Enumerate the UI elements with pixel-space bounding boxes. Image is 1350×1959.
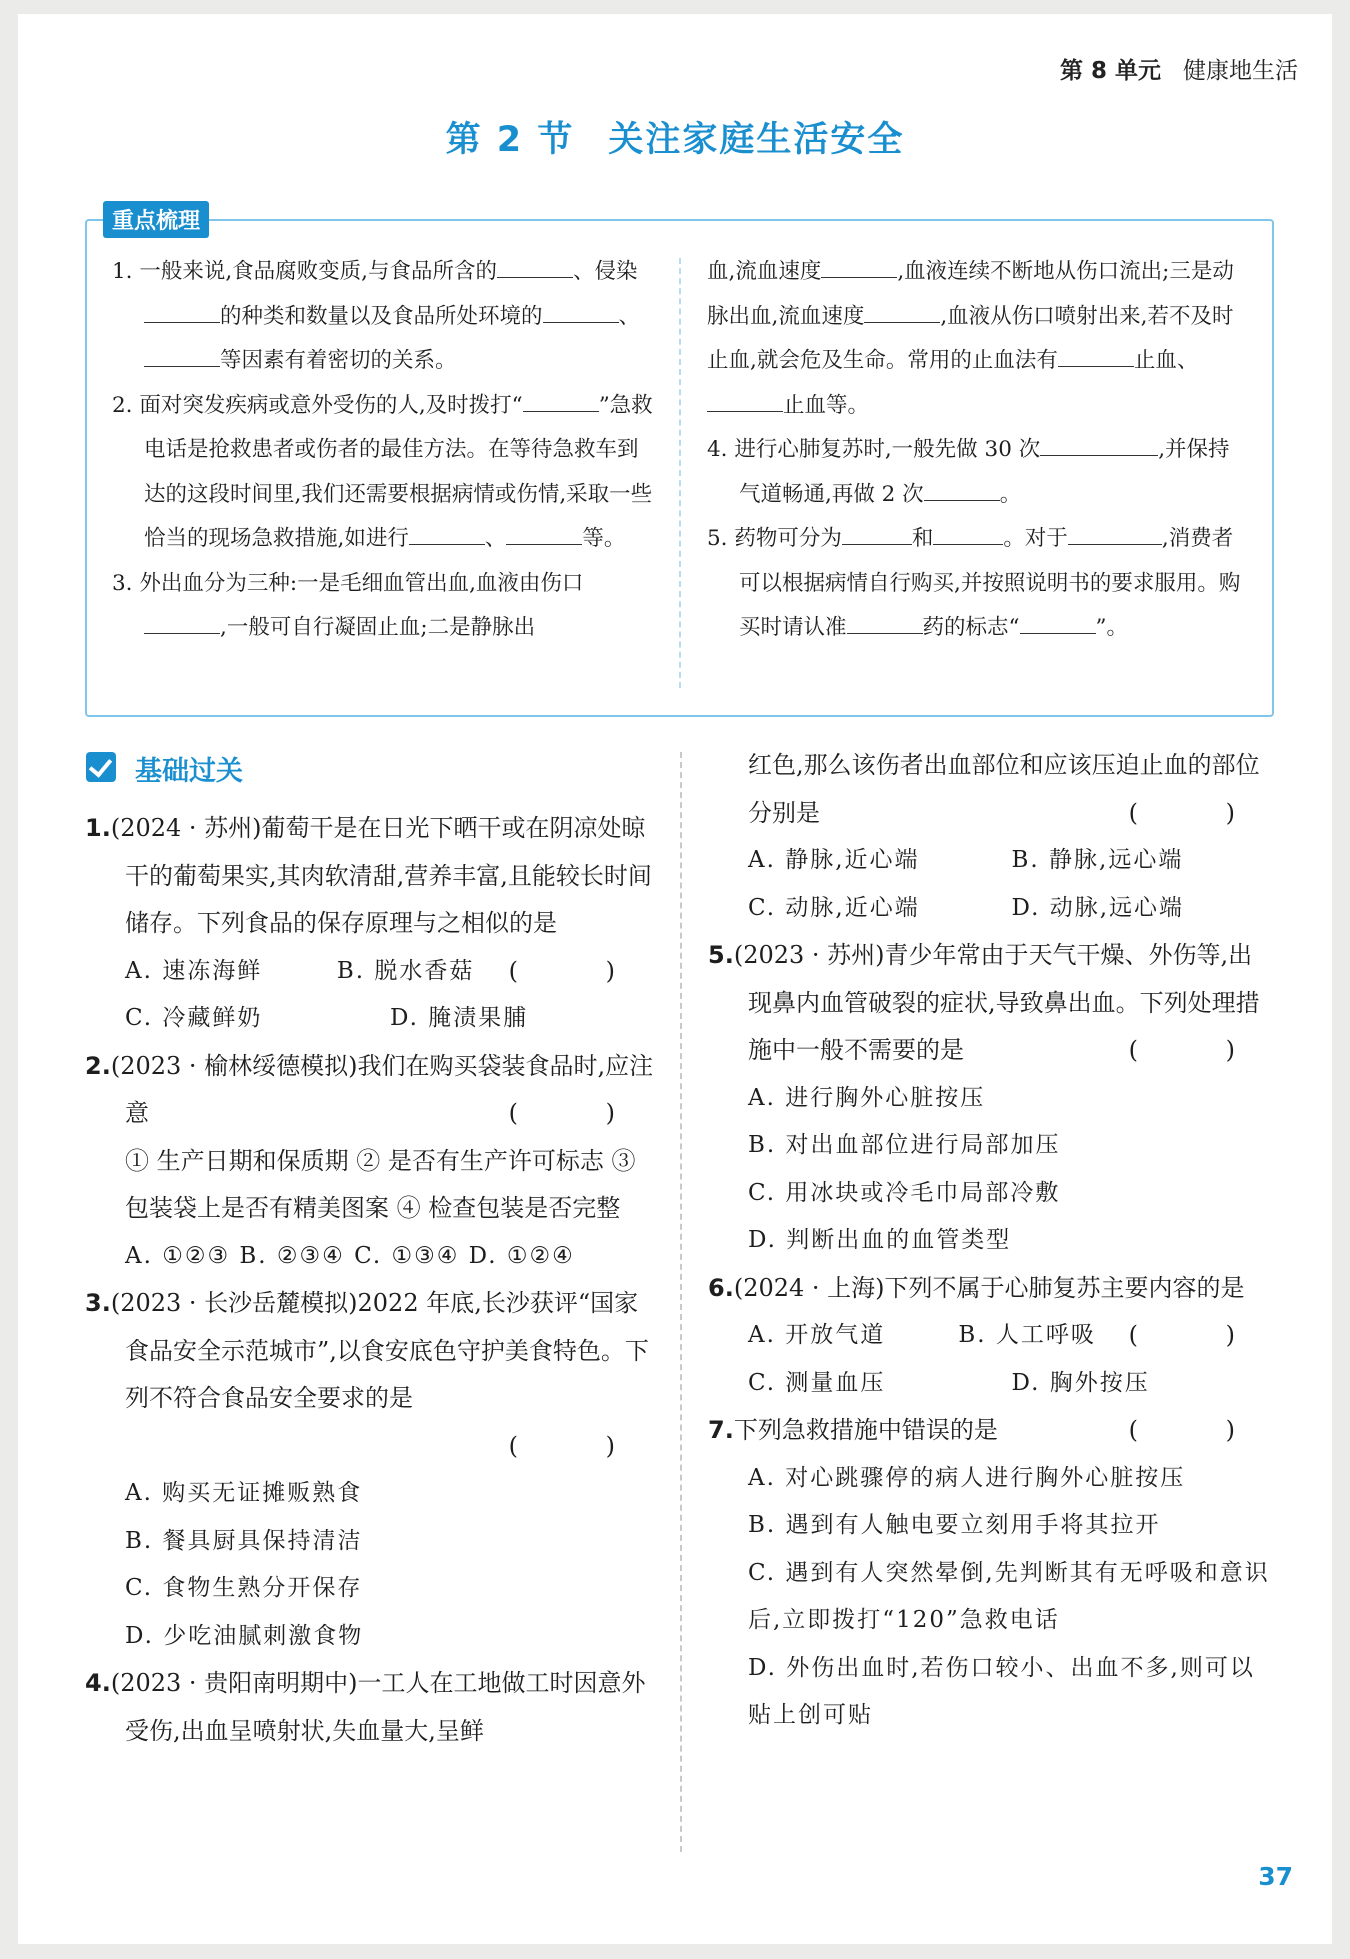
q7-option-b: B. 遇到有人触电要立刻用手将其拉开	[748, 1512, 1161, 1538]
key-point-2: 2. 面对突发疾病或意外受伤的人,及时拨打“ ”急救电话是抢救患者或伤者的最佳方法。在等待急救车到达的这段时间里,我们还需要根据病情或伤情,采取一些恰当的现场急救措施,如进行 、 等。	[112, 392, 653, 551]
right-column	[708, 742, 1275, 1740]
q5-option-b: B. 对出血部位进行局部加压	[748, 1132, 1061, 1158]
q6-options-row1: A. 开放气道 B. 人工呼吸	[748, 1322, 1096, 1348]
page-number: 37	[1258, 1862, 1293, 1891]
box-divider	[679, 258, 681, 688]
question-4: 4.(2023 · 贵阳南明期中)一工人在工地做工时因意外受伤,出血呈喷射状,失血量大,呈鲜	[85, 1669, 646, 1745]
key-points-tag: 重点梳理	[103, 201, 209, 238]
unit-label: 第 8 单元	[1059, 58, 1161, 84]
q5-option-d: D. 判断出血的血管类型	[748, 1227, 1012, 1253]
key-point-3-cont: 血,流血速度 ,血液连续不断地从伤口流出;三是动脉出血,流血速度 ,血液从伤口喷射出来,若不及时止血,就会危及生命。常用的止血法有 止血、止血等。	[707, 259, 1234, 418]
q4-options-row2: C. 动脉,近心端 D. 动脉,远心端	[748, 894, 1185, 921]
q3-option-c: C. 食物生熟分开保存	[125, 1575, 363, 1601]
section-title: 关注家庭生活安全	[608, 120, 905, 160]
q4-options-row1: A. 静脉,近心端 B. 静脉,远心端	[748, 847, 1184, 873]
q7-option-d: D. 外伤出血时,若伤口较小、出血不多,则可以贴上创可贴	[748, 1654, 1255, 1728]
key-point-5: 5. 药物可分为 和 。对于 ,消费者可以根据病情自行购买,并按照说明书的要求服用。购买时请认准 药的标志“ ”。	[707, 526, 1241, 640]
question-2: 2.(2023 · 榆林绥德模拟)我们在购买袋装食品时,应注意 ( )	[85, 1051, 655, 1127]
q5-option-c: C. 用冰块或冷毛巾局部冷敷	[748, 1179, 1061, 1206]
subject-label: 健康地生活	[1183, 58, 1298, 84]
q7-option-c: C. 遇到有人突然晕倒,先判断其有无呼吸和意识后,立即拨打“120”急救电话	[748, 1559, 1270, 1633]
q6-options-row2: C. 测量血压 D. 胸外按压	[748, 1369, 1150, 1396]
key-points-left	[112, 250, 657, 651]
q4-stem-cont: 红色,那么该伤者出血部位和应该压迫止血的部位分别是 ( )	[748, 751, 1275, 827]
question-3: 3.(2023 · 长沙岳麓模拟)2022 年底,长沙获评“国家食品安全示范城市”,以食安底色守护美食特色。下列不符合食品安全要求的是	[85, 1289, 649, 1412]
question-6: 6.(2024 · 上海)下列不属于心肺复苏主要内容的是 ( )	[708, 1273, 1275, 1349]
section-number: 第 2 节	[445, 120, 575, 160]
question-1: 1.(2024 · 苏州)葡萄干是在日光下晒干或在阴凉处晾干的葡萄果实,其肉软清甜,营养丰富,且能较长时间储存。下列食品的保存原理与之相似的是 ( )	[85, 814, 655, 985]
q1-options-row2: C. 冷藏鲜奶 D. 腌渍果脯	[125, 1005, 529, 1031]
key-point-1: 1. 一般来说,食品腐败变质,与食品所含的 、侵染的种类和数量以及食品所处环境的 、等因素有着密切的关系。	[112, 259, 641, 373]
q7-option-a: A. 对心跳骤停的病人进行胸外心脏按压	[748, 1464, 1186, 1491]
q1-options-row1: A. 速冻海鲜 B. 脱水香菇	[125, 957, 475, 984]
left-column	[85, 805, 655, 1755]
running-header	[1060, 52, 1298, 85]
column-divider	[680, 752, 682, 1852]
section-heading: 基础过关	[135, 756, 243, 787]
checkbox-icon	[86, 752, 116, 782]
key-points-right	[707, 250, 1247, 651]
q2-items: ① 生产日期和保质期 ② 是否有生产许可标志 ③ 包装袋上是否有精美图案 ④ 检查包装是否完整	[125, 1146, 636, 1222]
page-title	[0, 112, 1350, 162]
q3-option-a: A. 购买无证摊贩熟食	[125, 1480, 363, 1506]
q5-option-a: A. 进行胸外心脏按压	[748, 1084, 986, 1111]
q3-option-b: B. 餐具厨具保持清洁	[125, 1527, 363, 1554]
question-7: 7.下列急救措施中错误的是 ( )	[708, 1416, 1275, 1444]
key-point-3: 3. 外出血分为三种:一是毛细血管出血,血液由伤口,一般可自行凝固止血;二是静脉出	[112, 570, 584, 640]
q3-answer-line: ( )	[508, 1431, 655, 1460]
q3-option-d: D. 少吃油腻刺激食物	[125, 1622, 364, 1649]
key-point-4: 4. 进行心肺复苏时,一般先做 30 次 ,并保持气道畅通,再做 2 次 。	[707, 437, 1230, 507]
q2-options: A. ①②③ B. ②③④ C. ①③④ D. ①②④	[125, 1242, 575, 1269]
question-5: 5.(2023 · 苏州)青少年常由于天气干燥、外伤等,出现鼻内血管破裂的症状,导致鼻出血。下列处理措施中一般不需要的是 ( )	[708, 941, 1275, 1064]
